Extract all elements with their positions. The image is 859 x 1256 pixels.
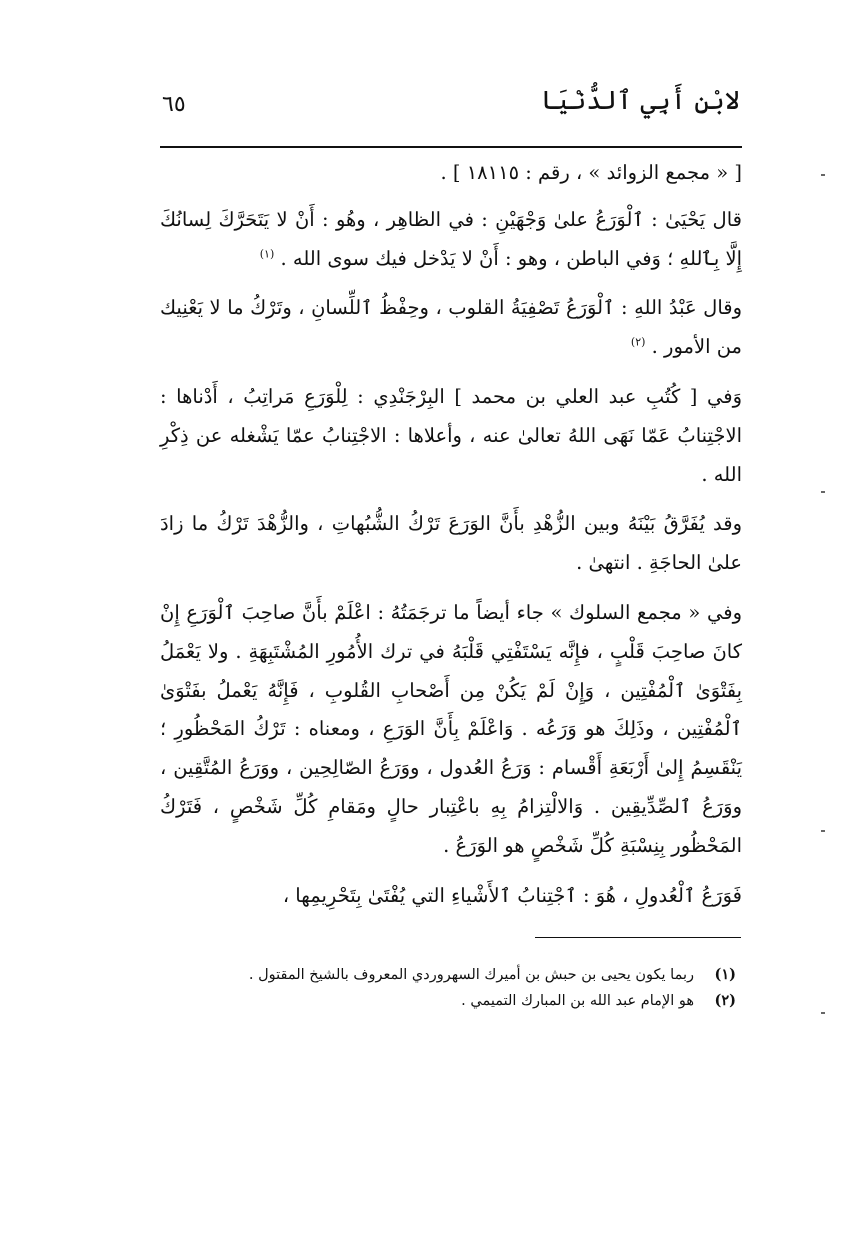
footnote-number: (٢) xyxy=(714,992,736,1009)
footnote-rule xyxy=(535,937,741,938)
paragraph-yahya-text: قال يَحْيَىٰ : ٱلْوَرَعُ علىٰ وَجْهَيْنِ : في الظاهِر ، وهُو : أَنْ لا يَتَحَرَّكَ لِسانُكَ إِلَّا بِٱللهِ ؛ وَفي الباطن ، وهو : أَنْ لا يَدْخل فيك سوى الله . xyxy=(160,207,742,270)
footnote-text: هو الإمام عبد الله بن المبارك التميمي . xyxy=(461,993,694,1009)
scan-edge-mark xyxy=(821,491,825,493)
footnote-2 xyxy=(160,988,736,1014)
paragraph-yahya xyxy=(160,201,742,279)
paragraph-abdullah xyxy=(160,289,742,367)
scan-edge-mark xyxy=(821,174,825,176)
paragraph-zuhd: وقد يُفَرَّقُ بَيْنَهُ وبين الزُّهْدِ بأَنَّ الوَرَعَ تَرْكُ الشُّبُهاتِ ، والزُّهْدَ تَرْكُ ما زادَ علىٰ الحاجَةِ . انتهىٰ . xyxy=(160,512,742,575)
paragraph-wara-udul: فَوَرَعُ ٱلْعُدولِ ، هُوَ : ٱجْتِنابُ ٱلأَشْياءِ التي يُفْتَىٰ بِتَحْرِيمِها ، xyxy=(282,883,742,907)
page-header xyxy=(160,86,740,132)
footnote-text: ربما يكون يحيى بن حبش بن أميرك السهروردي المعروف بالشيخ المقتول . xyxy=(248,967,694,983)
footnote-ref-1[interactable]: (١) xyxy=(259,247,275,261)
page-number: ٦٥ xyxy=(162,92,186,117)
footnote-ref-2[interactable]: (٢) xyxy=(630,335,646,349)
running-title: لابْنِ أَبِي ٱلدُّنْيَا xyxy=(540,86,740,116)
body-text xyxy=(160,154,742,926)
paragraph-citation: [ « مجمع الزوائد » ، رقم : ١٨١١٥ ] . xyxy=(440,161,742,184)
footnote-1 xyxy=(160,962,736,988)
paragraph-abdullah-text: وقال عَبْدُ اللهِ : ٱلْوَرَعُ تَصْفِيَةُ القلوب ، وحِفْظُ ٱللِّسانِ ، وتَرْكُ ما لا يَعْنِيك من الأمور . xyxy=(160,296,742,359)
scan-edge-mark xyxy=(821,1012,825,1014)
paragraph-suluk: وفي « مجمع السلوك » جاء أيضاً ما ترجَمَتُهُ : اعْلَمْ بأَنَّ صاحِبَ ٱلْوَرَعِ إِنْ كانَ صاحِبَ قَلْبٍ ، فإِنَّه يَسْتَفْتِي قَلْبَهُ في ترك الأُمُورِ المُشْتَبِهَةِ . ولا يَعْمَلُ بِفَتْوَىٰ ٱلْمُفْتِين ، وَإِنْ لَمْ يَكُنْ مِن أَصْحابِ القُلوبِ ، فَإِنَّهُ يَعْملُ بفَتْوَىٰ ٱلْمُفْتِين ، وذَلِكَ هو وَرَعُه . وَاعْلَمْ بِأَنَّ الوَرَعِ ، ومعناه : تَرْكُ المَحْظُورِ ؛ يَنْقَسِمُ إِلىٰ أَرْبَعَةِ أَقْسام : وَرَعُ العُدول ، ووَرَعُ الصّالِحِين ، ووَرَعُ المُتَّقِين ، ووَرَعُ ٱلصِّدِّيقِين . وَالالْتِزامُ بِهِ باعْتِبار حالٍ ومَقامِ كُلِّ شَخْصٍ ، فَتَرْكُ المَحْظُور بِنِسْبَةِ كُلِّ شَخْصٍ هو الوَرَعُ . xyxy=(160,600,742,857)
footnote-number: (١) xyxy=(714,966,736,983)
footnotes xyxy=(160,962,736,1014)
header-rule xyxy=(160,146,742,148)
scan-edge-marks xyxy=(821,0,825,1256)
scan-edge-mark xyxy=(821,830,825,832)
paragraph-birjandi: وَفي [ كُتُبِ عبد العلي بن محمد ] البِرْجَنْدِي : لِلْوَرَعِ مَراتِبُ ، أَدْناها : الاجْتِنابُ عَمّا نَهَى اللهُ تعالىٰ عنه ، وأعلاها : الاجْتِنابُ عمّا يَشْغله عن ذِكْرِ الله . xyxy=(160,384,742,486)
